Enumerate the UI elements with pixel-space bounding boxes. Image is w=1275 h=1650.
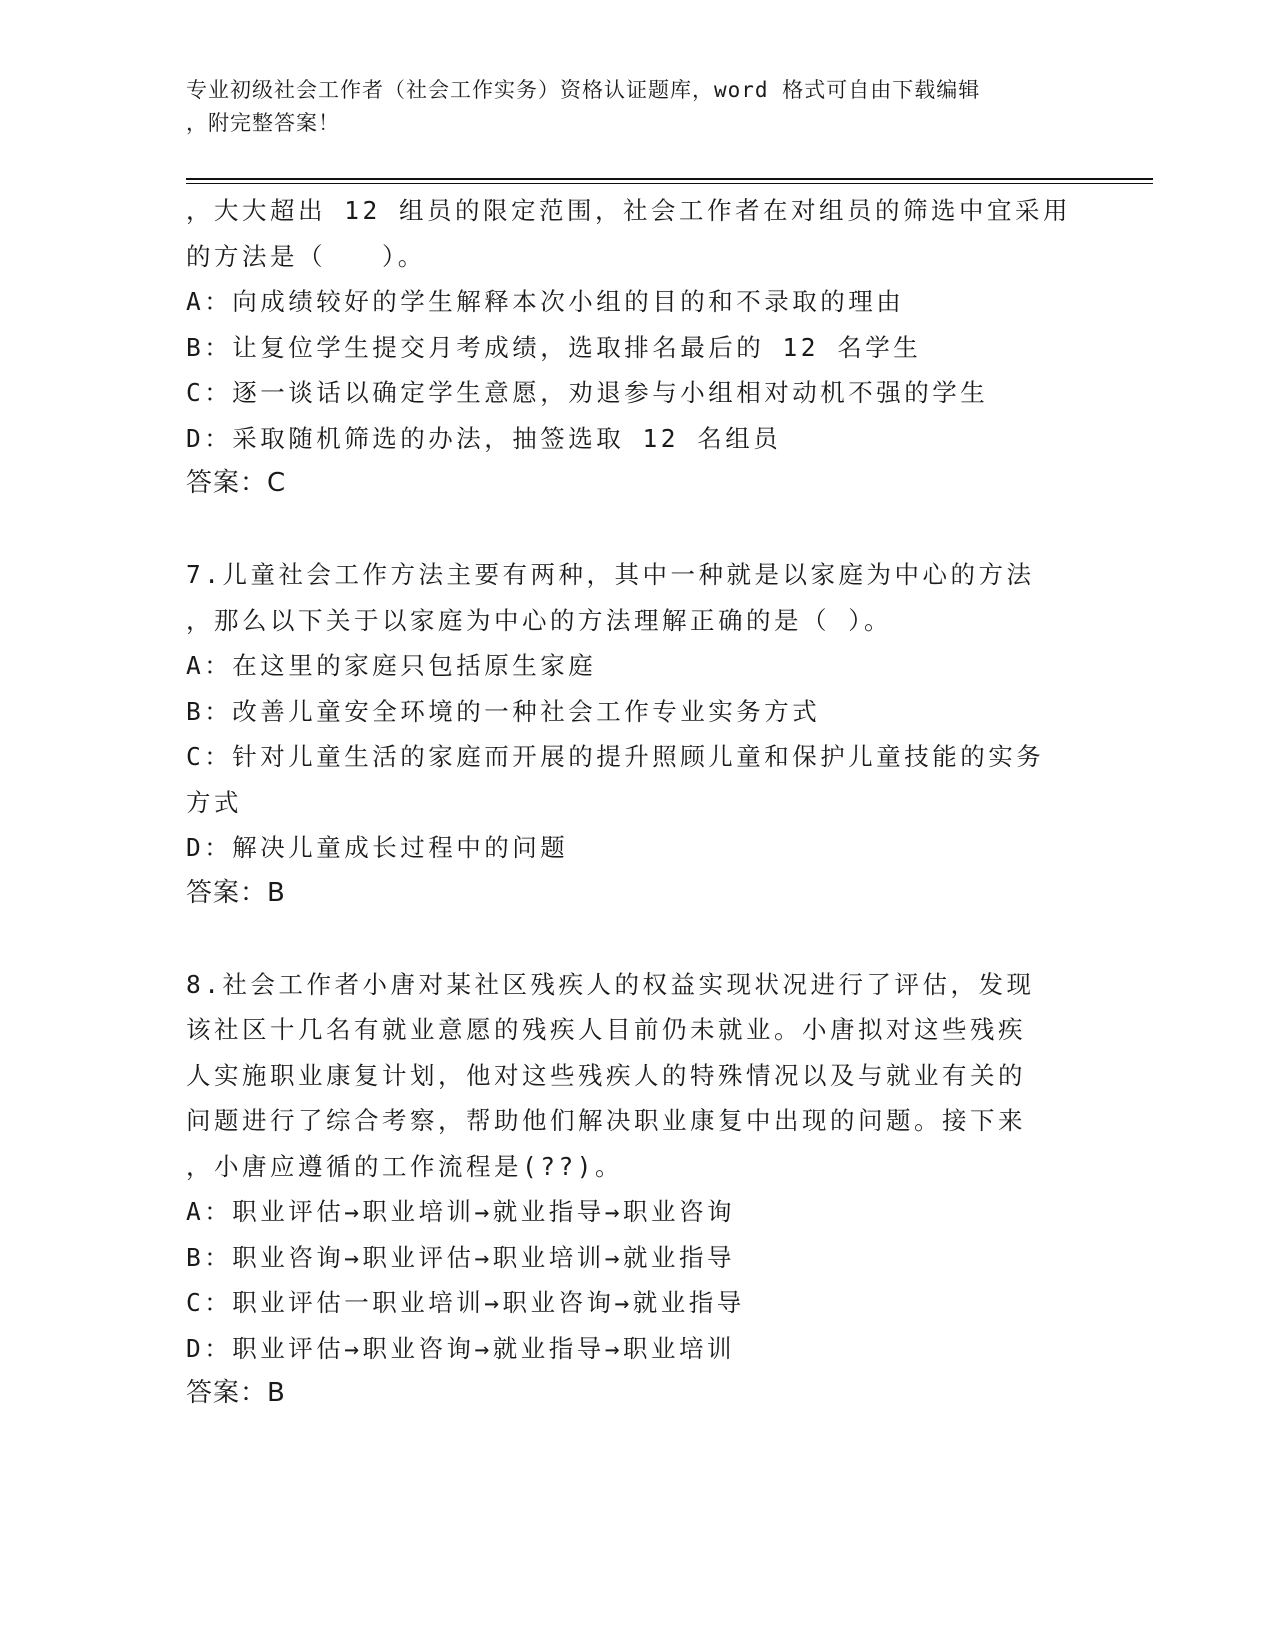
spacer [186,507,1086,553]
option-b: B：让复位学生提交月考成绩，选取排名最后的 12 名学生 [186,332,922,362]
question-stem-line: 该社区十几名有就业意愿的残疾人目前仍未就业。小唐拟对这些残疾 [186,1015,1026,1044]
option-d: D：采取随机筛选的办法，抽签选取 12 名组员 [186,423,782,453]
option-c: C：针对儿童生活的家庭而开展的提升照顾儿童和保护儿童技能的实务 [186,742,1045,771]
question-stem-line: 的方法是（ ）。 [186,241,426,271]
option-a: A：在这里的家庭只包括原生家庭 [186,651,597,680]
header-line-1: 专业初级社会工作者（社会工作实务）资格认证题库，word 格式可自由下载编辑 [186,78,981,102]
header-line-2: ，附完整答案！ [186,111,340,135]
question-stem-line: 人实施职业康复计划，他对这些残疾人的特殊情况以及与就业有关的 [186,1060,1026,1090]
option-a: A：向成绩较好的学生解释本次小组的目的和不录取的理由 [186,287,905,316]
option-c-continued: 方式 [186,787,242,817]
question-8 [186,962,1086,1417]
option-d: D：解决儿童成长过程中的问题 [186,833,569,862]
option-c: C：职业评估一职业培训→职业咨询→就业指导 [186,1288,745,1317]
answer-line: 答案：C [186,468,287,498]
question-list [186,188,1086,1417]
spacer [186,916,1086,962]
answer-line: 答案：B [186,877,286,908]
question-7 [186,552,1086,916]
question-stem-line: 8.社会工作者小唐对某社区残疾人的权益实现状况进行了评估，发现 [186,969,1035,999]
option-a: A：职业评估→职业培训→就业指导→职业咨询 [186,1197,735,1226]
question-stem-line: ，小唐应遵循的工作流程是(??)。 [186,1151,623,1181]
question-6 [186,188,1086,507]
document-header [186,74,1066,140]
question-stem-line: ，那么以下关于以家庭为中心的方法理解正确的是（ ）。 [186,605,892,635]
question-stem-line: ，大大超出 12 组员的限定范围，社会工作者在对组员的筛选中宜采用 [186,196,1071,225]
option-b: B：职业咨询→职业评估→职业培训→就业指导 [186,1242,735,1272]
option-c: C：逐一谈话以确定学生意愿，劝退参与小组相对动机不强的学生 [186,378,989,407]
answer-line: 答案：B [186,1378,286,1408]
option-d: D：职业评估→职业咨询→就业指导→职业培训 [186,1333,735,1363]
question-stem-line: 7.儿童社会工作方法主要有两种，其中一种就是以家庭为中心的方法 [186,560,1035,589]
question-stem-line: 问题进行了综合考察，帮助他们解决职业康复中出现的问题。接下来 [186,1106,1026,1135]
header-divider [186,178,1153,184]
option-b: B：改善儿童安全环境的一种社会工作专业实务方式 [186,696,821,726]
